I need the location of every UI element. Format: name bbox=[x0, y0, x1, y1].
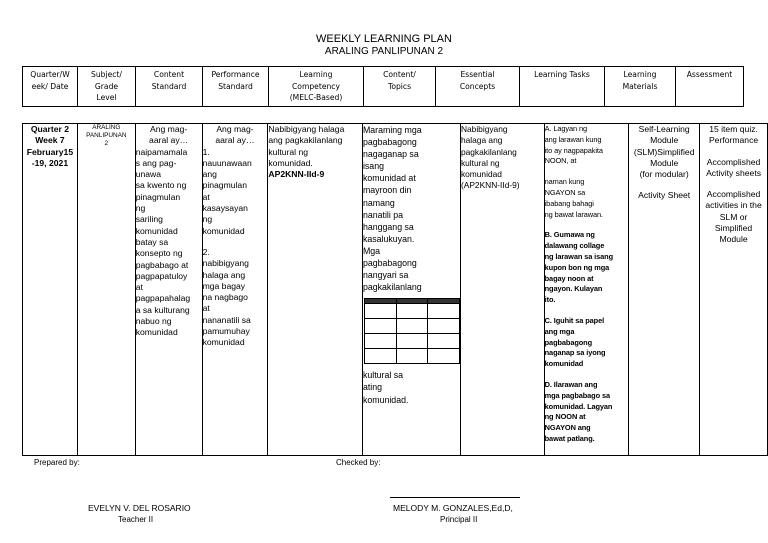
checked-by-label: Checked by: bbox=[336, 458, 381, 467]
task-a: A. Lagyan ng ang larawan kung ito ay nagpapakita NOON, at bbox=[544, 124, 603, 166]
assessment-quiz: 15 item quiz. Performance bbox=[708, 124, 759, 146]
performance-standard-intro: Ang mag- aaral ay… bbox=[215, 124, 255, 146]
assessment-cell bbox=[700, 124, 768, 456]
quarter-cell bbox=[23, 124, 78, 456]
quarter-week-date: Quarter 2 Week 7 February15 -19, 2021 bbox=[26, 124, 74, 168]
learning-materials-cell bbox=[629, 124, 700, 456]
essential-concepts-cell bbox=[460, 124, 544, 456]
materials-activity-sheet: Activity Sheet bbox=[638, 190, 691, 201]
performance-standard-cell bbox=[202, 124, 268, 456]
learning-competency-cell bbox=[268, 124, 363, 456]
content-standard-text: naipamamala s ang pag- unawa sa kwento ng pinagmulan ng sariling komunidad batay sa konsepto ng pagbabago at pagpapatuloy at pagpapahalag a sa kulturang nabuo ng komunidad bbox=[135, 146, 191, 338]
assessment-slm: Accomplished activities in the SLM or Simplified Module bbox=[705, 189, 762, 245]
content-standard-intro: Ang mag- aaral ay… bbox=[149, 124, 189, 146]
header-content-standard: Content Standard bbox=[136, 67, 203, 107]
signature-line bbox=[390, 497, 520, 498]
plan-table bbox=[22, 123, 768, 456]
header-subject: Subject/ Grade Level bbox=[78, 67, 136, 107]
subject-grade-level: ARALING PANLIPUNAN 2 bbox=[86, 124, 127, 147]
checker-name: MELODY M. GONZALES,Ed,D, bbox=[393, 503, 513, 513]
task-b: B. Gumawa ng dalawang collage ng larawan sa isang kupon bon ng mga bagay noon at ngayon. Kulayan ito. bbox=[544, 230, 613, 305]
materials-modules: Self-Learning Module (SLM)Simplified Module (for modular) bbox=[633, 124, 695, 180]
competency-code: AP2KNN-IId-9 bbox=[268, 169, 325, 180]
checker-title: Principal II bbox=[440, 515, 478, 524]
header-table bbox=[22, 66, 744, 107]
performance-standard-item-1: 1. nauunawaan ang pinagmulan at kasaysayan ng komunidad bbox=[202, 146, 252, 236]
content-topics-cell bbox=[362, 124, 460, 456]
competency-text: Nabibigyang halaga ang pagkakilanlang kultural ng komunidad. bbox=[268, 124, 345, 168]
learning-tasks-cell bbox=[544, 124, 629, 456]
header-learning-tasks: Learning Tasks bbox=[520, 67, 605, 107]
task-d: D. Ilarawan ang mga pagbabago sa komunidad. Lagyan ng NOON at NGAYON ang bawat patlang. bbox=[544, 379, 613, 443]
header-performance-standard: Performance Standard bbox=[203, 67, 269, 107]
essential-concepts-text: Nabibigyang halaga ang pagkakilanlang kultural ng komunidad (AP2KNN-IId-9) bbox=[460, 124, 520, 191]
content-standard-cell bbox=[135, 124, 202, 456]
task-a-continued: naman kung NGAYON sa ibabang bahagi ng bawat larawan. bbox=[544, 177, 603, 219]
header-learning-materials: Learning Materials bbox=[605, 67, 676, 107]
preparer-title: Teacher II bbox=[118, 515, 154, 524]
header-essential-concepts: Essential Concepts bbox=[436, 67, 520, 107]
document-subtitle: ARALING PANLIPUNAN 2 bbox=[324, 46, 444, 57]
task-c: C. Iguhit sa papel ang mga pagbabagong naganap sa iyong komunidad bbox=[544, 315, 606, 369]
header-assessment: Assessment bbox=[676, 67, 744, 107]
header-content-topics: Content/ Topics bbox=[364, 67, 436, 107]
assessment-activity-sheets: Accomplished Activity sheets bbox=[706, 156, 762, 178]
topics-text: Maraming mga pagbabagong nagaganap sa isang komunidad at mayroon din namang nanatili pa hanggang sa kasalukuyan. Mga pagbabagong nangyari sa pagkakilanlang bbox=[362, 125, 422, 293]
preparer-name: EVELYN V. DEL ROSARIO bbox=[88, 503, 191, 513]
header-learning-competency: Learning Competency (MELC-Based) bbox=[269, 67, 364, 107]
prepared-by-label: Prepared by: bbox=[34, 458, 80, 467]
document-title: WEEKLY LEARNING PLAN bbox=[316, 33, 452, 45]
subject-cell bbox=[77, 124, 135, 456]
header-quarter: Quarter/W eek/ Date bbox=[23, 67, 78, 107]
performance-standard-item-2: 2. nabibigyang halaga ang mga bagay na nagbago at nananatili sa pamumuhay komunidad bbox=[202, 246, 251, 348]
embedded-table-image bbox=[364, 298, 460, 364]
topics-text-continued: kultural sa ating komunidad. bbox=[362, 370, 409, 405]
